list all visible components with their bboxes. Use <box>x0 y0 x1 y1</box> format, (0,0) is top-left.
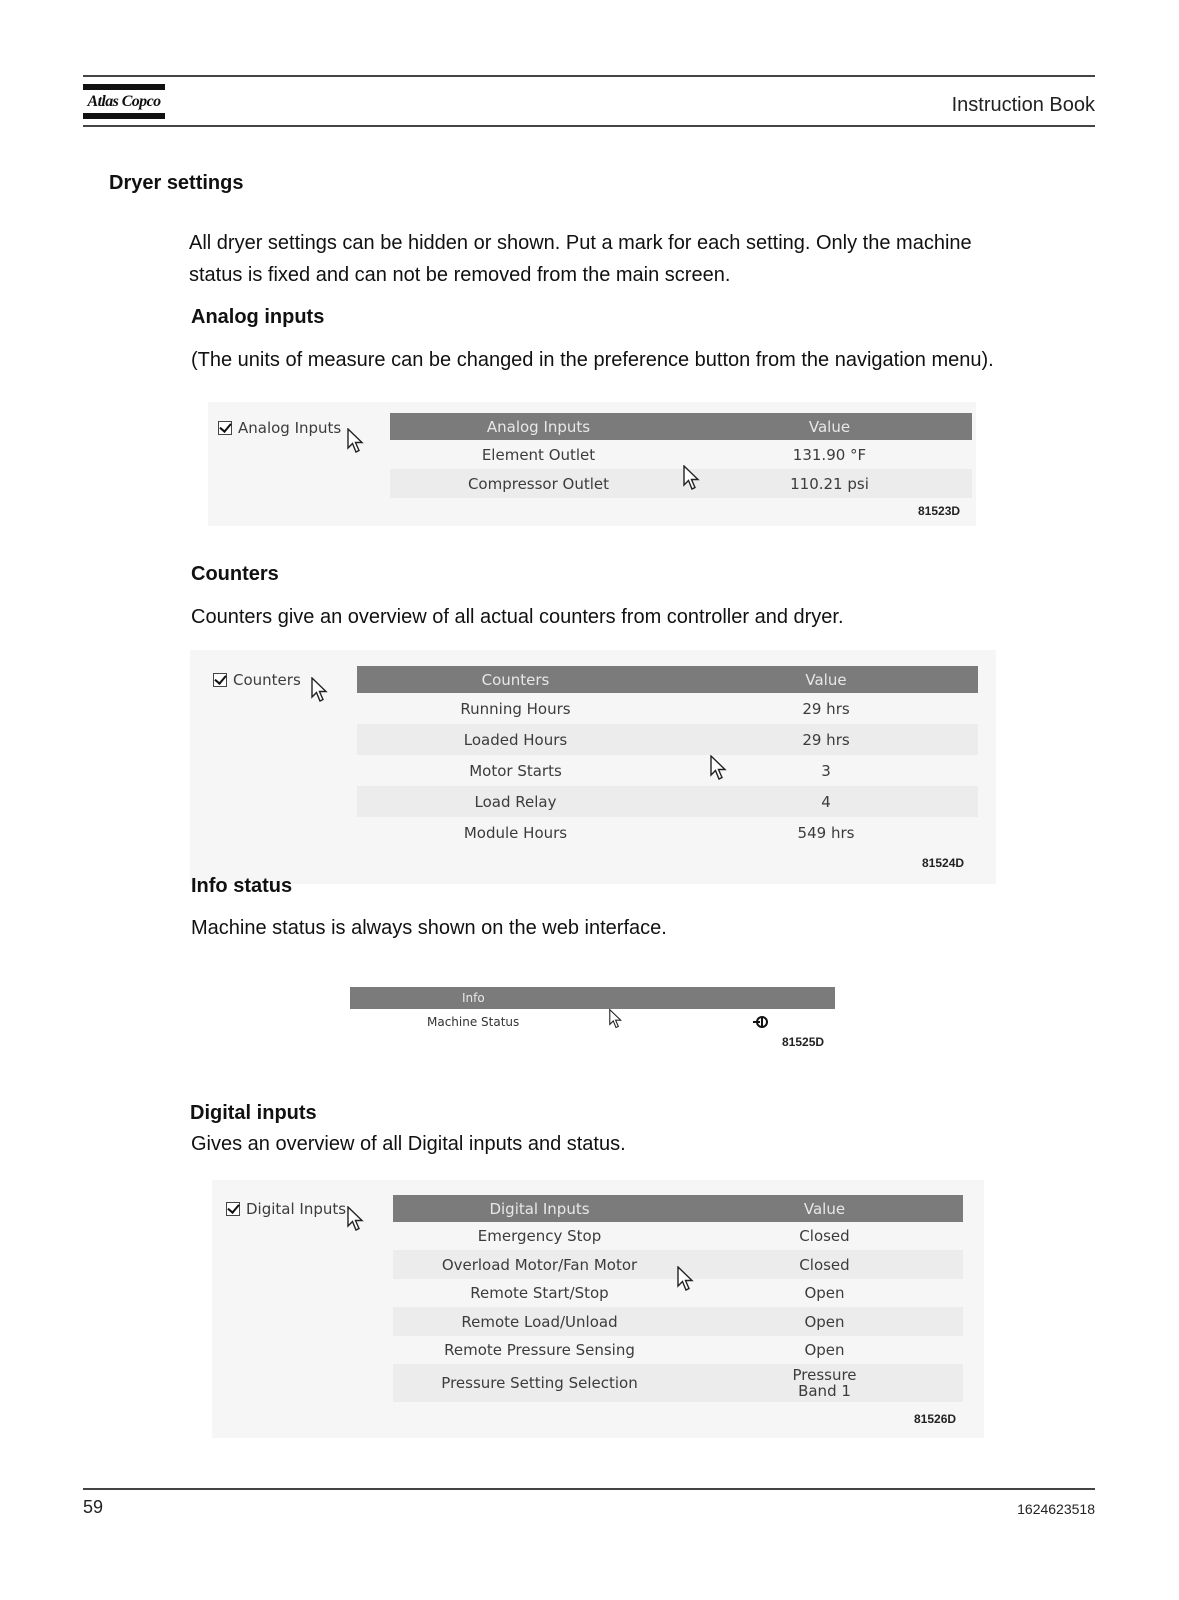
intro-line-2: status is fixed and can not be removed from the main screen. <box>189 264 731 286</box>
digital-inputs-heading: Digital inputs <box>190 1102 317 1124</box>
header-bottom-rule <box>83 125 1095 127</box>
digital-row-name: Remote Pressure Sensing <box>444 1341 635 1359</box>
analog-inputs-table <box>390 413 972 498</box>
digital-col-name: Digital Inputs <box>393 1195 686 1222</box>
analog-row-value: 110.21 psi <box>687 469 972 498</box>
counters-row-name: Motor Starts <box>469 761 562 780</box>
analog-row-value: 131.90 °F <box>792 445 867 464</box>
cursor-icon <box>683 465 701 491</box>
checkbox-checked-icon <box>218 421 232 435</box>
footer-rule <box>83 1488 1095 1490</box>
digital-row-name: Remote Start/Stop <box>470 1284 609 1302</box>
digital-row-value-multiline <box>686 1364 963 1402</box>
digital-col-value: Value <box>686 1195 963 1222</box>
counters-row-name: Module Hours <box>463 823 568 842</box>
analog-row-name: Element Outlet <box>481 445 596 464</box>
counters-checkbox[interactable] <box>213 671 301 689</box>
counters-row-name: Load Relay <box>357 786 674 817</box>
info-table-header <box>350 987 835 1009</box>
checkbox-checked-icon <box>213 673 227 687</box>
document-number: 1624623518 <box>1017 1501 1095 1517</box>
checkbox-label: Counters <box>233 671 301 689</box>
cursor-icon <box>347 1206 365 1232</box>
figure-number: 81523D <box>918 504 961 518</box>
section-title: Dryer settings <box>109 172 244 194</box>
figure-number: 81524D <box>922 856 965 870</box>
digital-row-name: Remote Load/Unload <box>393 1307 686 1336</box>
counters-text: Counters give an overview of all actual counters from controller and dryer. <box>191 606 844 628</box>
figure-number: 81526D <box>914 1412 957 1426</box>
digital-row-value: Closed <box>686 1250 963 1279</box>
analog-col-value: Value <box>687 413 972 440</box>
analog-inputs-checkbox[interactable] <box>218 419 341 437</box>
counters-table <box>357 666 978 848</box>
digital-row-name: Overload Motor/Fan Motor <box>393 1250 686 1279</box>
checkbox-label: Analog Inputs <box>238 419 342 437</box>
analog-col-name: Analog Inputs <box>390 413 687 440</box>
machine-status-label: Machine Status <box>427 1015 520 1029</box>
counters-row-value: 29 hrs <box>674 724 978 755</box>
cursor-icon <box>710 755 728 781</box>
digital-row-value: Closed <box>799 1227 850 1245</box>
counters-row-value: 3 <box>821 761 831 780</box>
cursor-icon <box>347 428 365 454</box>
digital-row-value-line2: Band 1 <box>798 1382 851 1400</box>
header-top-rule <box>83 75 1095 77</box>
analog-row-name: Compressor Outlet <box>390 469 687 498</box>
figure-number: 81525D <box>782 1035 825 1049</box>
cursor-icon <box>609 1008 623 1030</box>
info-col-name: Info <box>462 991 485 1005</box>
digital-row-name: Emergency Stop <box>477 1227 602 1245</box>
logo-text: Atlas Copco <box>87 93 161 110</box>
digital-inputs-table <box>393 1195 963 1402</box>
counters-row-name: Running Hours <box>460 699 571 718</box>
counters-row-value: 4 <box>674 786 978 817</box>
machine-status-icon <box>752 1013 770 1031</box>
digital-inputs-checkbox[interactable] <box>226 1200 346 1218</box>
counters-col-name: Counters <box>357 666 674 693</box>
counters-row-value: 29 hrs <box>802 699 850 718</box>
digital-row-value: Pressure <box>792 1366 857 1384</box>
counters-heading: Counters <box>191 563 279 585</box>
counters-col-value: Value <box>674 666 978 693</box>
digital-row-value: Open <box>804 1341 845 1359</box>
cursor-icon <box>677 1266 695 1292</box>
digital-row-value: Open <box>686 1307 963 1336</box>
page-number: 59 <box>83 1497 104 1517</box>
digital-row-name: Pressure Setting Selection <box>393 1364 686 1402</box>
intro-line-1: All dryer settings can be hidden or shown. Put a mark for each setting. Only the machine <box>189 232 972 254</box>
checkbox-label: Digital Inputs <box>246 1200 347 1218</box>
analog-inputs-text: (The units of measure can be changed in the preference button from the navigation menu). <box>191 349 994 371</box>
info-status-text: Machine status is always shown on the web interface. <box>191 917 667 939</box>
digital-row-value: Open <box>804 1284 845 1302</box>
atlas-copco-logo <box>83 84 165 124</box>
counters-row-name: Loaded Hours <box>357 724 674 755</box>
digital-inputs-text: Gives an overview of all Digital inputs and status. <box>191 1133 626 1155</box>
counters-row-value: 549 hrs <box>797 823 855 842</box>
checkbox-checked-icon <box>226 1202 240 1216</box>
book-title: Instruction Book <box>951 94 1095 116</box>
info-status-heading: Info status <box>191 875 293 897</box>
analog-inputs-heading: Analog inputs <box>191 306 325 328</box>
cursor-icon <box>311 677 329 703</box>
